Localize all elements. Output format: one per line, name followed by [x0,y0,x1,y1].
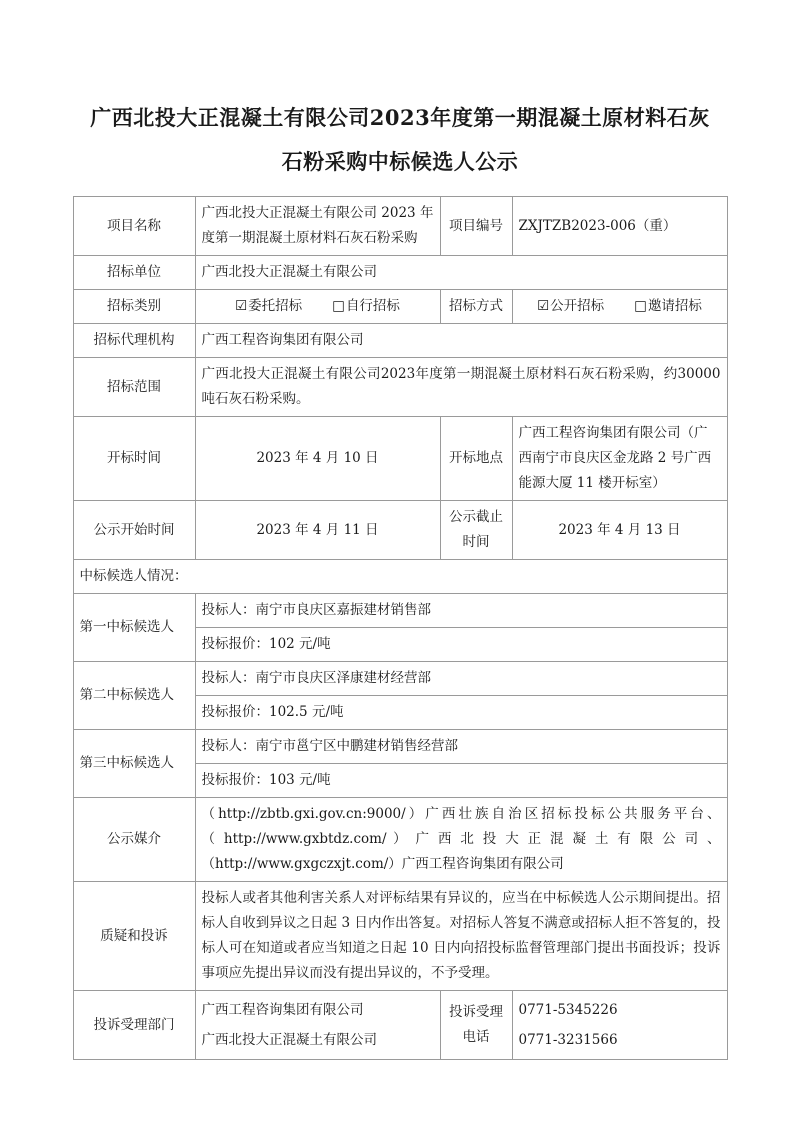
label-tender-unit: 招标单位 [73,256,195,290]
checkbox-unchecked-icon: □ [332,298,345,314]
label-candidate-2: 第二中标候选人 [73,662,195,730]
checkbox-option-entrusted[interactable] [235,294,302,319]
value-announce-start: 2023 年 4 月 11 日 [195,501,440,560]
label-option-self: 自行招标 [345,298,400,314]
label-open-time: 开标时间 [73,417,195,501]
value-scope: 广西北投大正混凝土有限公司2023年度第一期混凝土原材料石灰石粉采购，约30000吨石灰石粉采购。 [195,358,727,417]
value-media [195,798,727,882]
value-candidate-3-bidder: 投标人：南宁市邕宁区中鹏建材销售经营部 [195,730,727,764]
label-project-code: 项目编号 [440,197,512,256]
table-row-candidates-heading [73,560,727,594]
complaint-phone-line-1: 0771-5345226 [518,1002,618,1018]
checkbox-checked-icon: ☑ [235,298,248,314]
value-objection: 投标人或者其他利害关系人对评标结果有异议的，应当在中标候选人公示期间提出。招标人自收到异议之日起 3 日内作出答复。对招标人答复不满意或招标人拒不答复的，投标人可在知道或者应当知道之日起 10 日内向招投标监督管理部门提出书面投诉；投诉事项应先提出异议而没有提出异议的，不予受理。 [195,882,727,991]
table-row-project-name [73,197,727,256]
value-project-name: 广西北投大正混凝土有限公司 2023 年度第一期混凝土原材料石灰石粉采购 [195,197,440,256]
table-row-objection [73,882,727,991]
table-row-candidate-2-bidder [73,662,727,696]
page-title-line-1: 广西北投大正混凝土有限公司2023年度第一期混凝土原材料石灰 [90,105,710,130]
complaint-dept-line-1: 广西工程咨询集团有限公司 [201,1002,364,1018]
value-complaint-phone [512,991,727,1060]
label-announce-end: 公示截止时间 [440,501,512,560]
table-row-scope [73,358,727,417]
table-row-candidate-3-bidder [73,730,727,764]
table-row-media [73,798,727,882]
label-option-entrusted: 委托招标 [248,298,303,314]
complaint-dept-line-2: 广西北投大正混凝土有限公司 [201,1032,377,1048]
label-tender-method: 招标方式 [440,290,512,324]
checkbox-unchecked-icon: □ [634,298,647,314]
label-project-name: 项目名称 [73,197,195,256]
table-row-tender-unit [73,256,727,290]
announcement-table [73,196,728,1060]
label-media: 公示媒介 [73,798,195,882]
page-title-line-2: 石粉采购中标候选人公示 [281,149,519,174]
value-open-time: 2023 年 4 月 10 日 [195,417,440,501]
value-tender-unit: 广西北投大正混凝土有限公司 [195,256,727,290]
label-objection: 质疑和投诉 [73,882,195,991]
table-row-agency [73,324,727,358]
table-row-announce-time [73,501,727,560]
complaint-phone-line-2: 0771-3231566 [518,1032,618,1048]
label-complaint-dept: 投诉受理部门 [73,991,195,1060]
checkbox-option-self[interactable] [332,294,400,319]
value-candidate-3-price: 投标报价：103 元/吨 [195,764,727,798]
label-scope: 招标范围 [73,358,195,417]
label-announce-start: 公示开始时间 [73,501,195,560]
value-candidate-2-bidder: 投标人：南宁市良庆区泽康建材经营部 [195,662,727,696]
value-candidate-1-bidder: 投标人：南宁市良庆区嘉振建材销售部 [195,594,727,628]
label-tender-category: 招标类别 [73,290,195,324]
table-row-tender-category [73,290,727,324]
label-option-public: 公开招标 [550,298,605,314]
tender-method-options [512,290,727,324]
media-line-1: （http://zbtb.gxi.gov.cn:9000/）广西壮族自治区招标投标公共服务平台、 [201,806,721,822]
label-complaint-phone: 投诉受理电话 [440,991,512,1060]
checkbox-option-invite[interactable] [634,294,702,319]
candidates-heading: 中标候选人情况： [73,560,727,594]
table-row-complaint-dept [73,991,727,1060]
label-candidate-1: 第一中标候选人 [73,594,195,662]
media-line-2: （ http://www.gxbtdz.com/ ） 广 西 北 投 大 正 混 凝 土 有 限 公 司 、 [201,831,721,847]
value-project-code: ZXJTZB2023-006（重） [512,197,727,256]
tender-category-options [195,290,440,324]
value-open-place: 广西工程咨询集团有限公司（广西南宁市良庆区金龙路 2 号广西能源大厦 11 楼开标室） [512,417,727,501]
table-row-open-time [73,417,727,501]
label-open-place: 开标地点 [440,417,512,501]
value-announce-end: 2023 年 4 月 13 日 [512,501,727,560]
value-candidate-1-price: 投标报价：102 元/吨 [195,628,727,662]
checkbox-option-public[interactable] [537,294,604,319]
value-candidate-2-price: 投标报价：102.5 元/吨 [195,696,727,730]
media-line-3: （http://www.gxgczxjt.com/）广西工程咨询集团有限公司 [201,856,564,872]
label-option-invite: 邀请招标 [647,298,702,314]
value-complaint-dept [195,991,440,1060]
label-candidate-3: 第三中标候选人 [73,730,195,798]
page-title [70,0,730,184]
table-row-candidate-1-bidder [73,594,727,628]
value-agency: 广西工程咨询集团有限公司 [195,324,727,358]
checkbox-checked-icon: ☑ [537,298,550,314]
label-agency: 招标代理机构 [73,324,195,358]
